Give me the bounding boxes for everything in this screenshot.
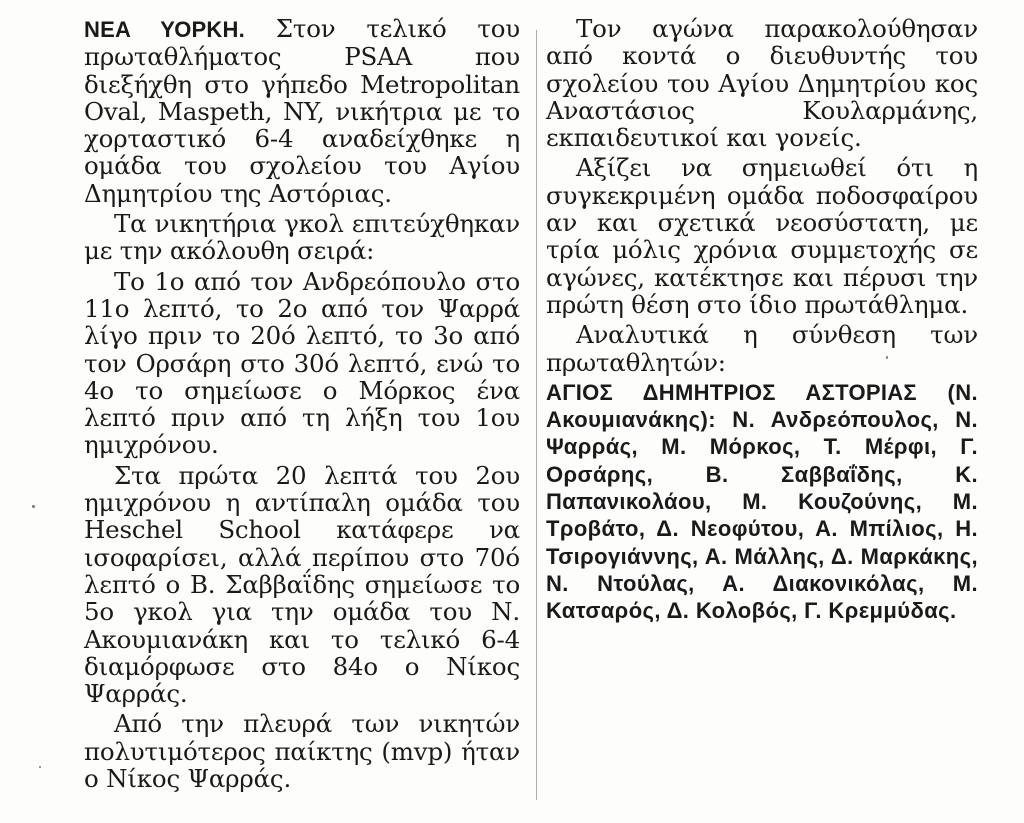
scan-speck <box>886 356 888 359</box>
roster-heading: ΑΓΙΟΣ ΔΗΜΗΤΡΙΟΣ ΑΣΤΟΡΙΑΣ <box>546 379 917 405</box>
scan-speck <box>39 766 41 768</box>
mvp-paragraph: Από την πλευρά των νικητών πολυτιμότερος παίκτης (mvp) ήταν ο Νίκος Ψαρράς. <box>84 709 520 794</box>
roster-block <box>546 379 978 625</box>
roster-intro-paragraph: Αναλυτικά η σύνθεση των πρωταθλητών: <box>546 320 978 377</box>
second-half-paragraph: Στα πρώτα 20 λεπτά του 2ου ημιχρόνου η αντίπαλη ομάδα του Heschel School κατάφερε να ισοφαρίσει, αλλά περίπου στο 70ό λεπτό ο Β. Σαββαΐδης σημείωσε το 5ο γκολ για την ομάδα του Ν. Ακουμιανάκη και το τελικό 6-4 διαμόρφωσε στο 84ο ο Νίκος Ψαρράς. <box>84 460 520 709</box>
team-history-paragraph: Αξίζει να σημειωθεί ότι η συγκεκριμένη ομάδα ποδοσφαίρου αν και σχετικά νεοσύστατη, με τρία μόλις χρόνια συμμετοχής σε αγώνες, κατέκτησε και πέρυσι την πρώτη θέση στο ίδιο πρωτάθλημα. <box>546 153 978 319</box>
attendance-paragraph: Τον αγώνα παρακολούθησαν από κοντά ο διευθυντής του σχολείου του Αγίου Δημητρίου κος Αναστάσιος Κουλαρμάνης, εκπαιδευτικοί και γονείς. <box>546 14 978 153</box>
lead-text: Στον τελικό του πρωταθλήματος PSAA που διεξήχθη στο γήπεδο Metropolitan Oval, Maspeth, NY, νικήτρια με το χορταστικό 6-4 αναδείχθηκε η ομάδα του σχολείου του Αγίου Δημητρίου της Αστόριας. <box>84 14 520 208</box>
column-divider <box>536 30 537 800</box>
right-column <box>546 15 978 625</box>
goals-intro-paragraph: Τα νικητήρια γκολ επιτεύχθηκαν με την ακόλουθη σειρά: <box>84 209 520 266</box>
dateline-kicker: ΝΕΑ ΥΟΡΚΗ. <box>84 17 245 42</box>
roster-names: (Ν. Ακουμιανάκης): Ν. Ανδρεόπουλος, Ν. Ψαρράς, Μ. Μόρκος, Τ. Μέρφι, Γ. Ορσάρης, Β. Σαββαΐδης, Κ. Παπανικολάου, Μ. Κουζούνης, Μ. Τροβάτο, Δ. Νεοφύτου, Α. Μπίλιος, Η. Τσιρογιάννης, Α. Μάλλης, Δ. Μαρκάκης, Ν. Ντούλας, Α. Διακονικόλας, Μ. Κατσαρός, Δ. Κολοβός, Γ. Κρεμμύδας. <box>546 379 978 624</box>
goals-detail-paragraph: Το 1ο από τον Ανδρεόπουλο στο 11ο λεπτό, το 2ο από τον Ψαρρά λίγο πριν το 20ό λεπτό, το 3ο από τον Ορσάρη στο 30ό λεπτό, ενώ το 4ο το σημείωσε ο Μόρκος ένα λεπτό πριν από τη λήξη του 1ου ημιχρόνου. <box>84 266 520 460</box>
left-column <box>84 15 520 795</box>
lead-paragraph <box>84 15 520 207</box>
scan-speck <box>32 505 35 508</box>
